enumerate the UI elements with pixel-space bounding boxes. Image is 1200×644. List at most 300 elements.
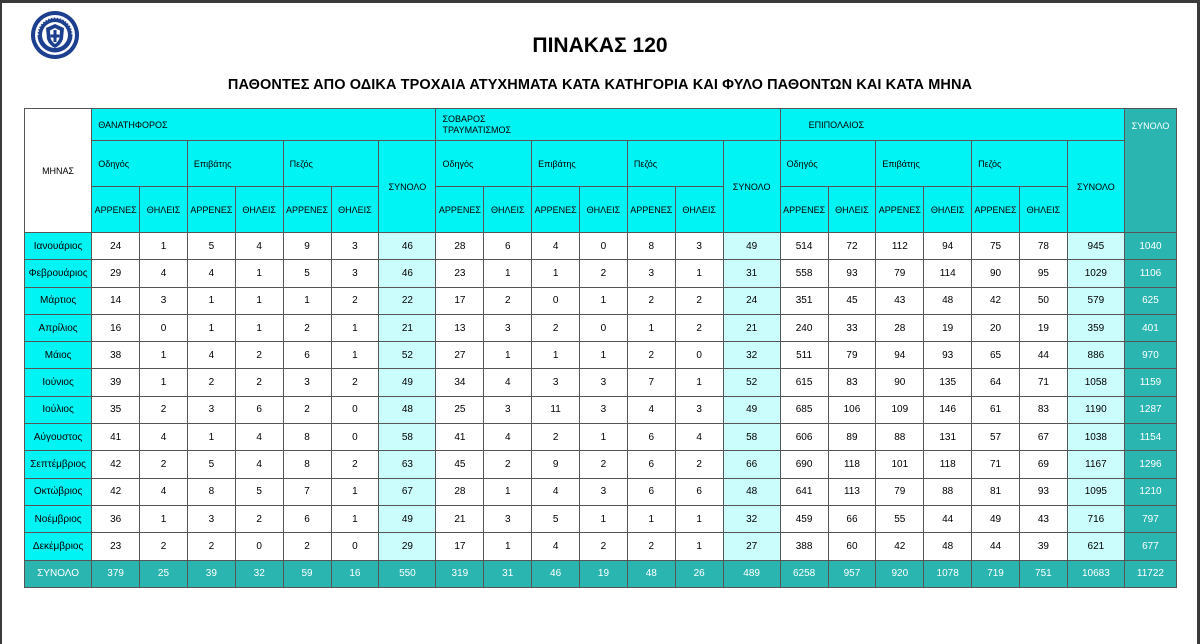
total-value-cell: 751 — [1019, 560, 1067, 587]
value-cell: 79 — [876, 478, 924, 505]
table-body — [25, 233, 1177, 588]
value-cell: 1 — [140, 233, 188, 260]
value-cell: 2 — [675, 451, 723, 478]
value-cell: 3 — [580, 478, 628, 505]
total-value-cell: 6258 — [780, 560, 828, 587]
value-cell: 55 — [876, 505, 924, 532]
value-cell: 19 — [1019, 314, 1067, 341]
value-cell: 45 — [436, 451, 484, 478]
header-female: ΘΗΛΕΙΣ — [484, 187, 532, 233]
value-cell: 9 — [532, 451, 580, 478]
row-total-cell: 401 — [1124, 314, 1176, 341]
value-cell: 75 — [972, 233, 1020, 260]
header-male: ΑΡΡΕΝΕΣ — [92, 187, 140, 233]
value-cell: 42 — [92, 451, 140, 478]
value-cell: 1 — [580, 505, 628, 532]
value-cell: 114 — [924, 260, 972, 287]
header-male: ΑΡΡΕΝΕΣ — [876, 187, 924, 233]
value-cell: 72 — [828, 233, 876, 260]
table-row — [25, 260, 1177, 287]
value-cell: 1 — [235, 287, 283, 314]
value-cell: 58 — [379, 424, 436, 451]
value-cell: 118 — [828, 451, 876, 478]
value-cell: 79 — [876, 260, 924, 287]
header-minor-passenger: Επιβάτης — [876, 141, 972, 187]
value-cell: 3 — [187, 396, 235, 423]
value-cell: 3 — [675, 233, 723, 260]
value-cell: 6 — [283, 342, 331, 369]
value-cell: 32 — [723, 342, 780, 369]
value-cell: 23 — [92, 533, 140, 560]
value-cell: 5 — [187, 451, 235, 478]
total-value-cell: 48 — [627, 560, 675, 587]
value-cell: 3 — [331, 260, 379, 287]
value-cell: 89 — [828, 424, 876, 451]
statistics-table — [24, 108, 1177, 588]
total-value-cell: 16 — [331, 560, 379, 587]
header-male: ΑΡΡΕΝΕΣ — [436, 187, 484, 233]
value-cell: 0 — [580, 233, 628, 260]
table-row — [25, 287, 1177, 314]
value-cell: 81 — [972, 478, 1020, 505]
value-cell: 44 — [972, 533, 1020, 560]
value-cell: 3 — [484, 396, 532, 423]
table-row — [25, 314, 1177, 341]
value-cell: 4 — [140, 478, 188, 505]
value-cell: 511 — [780, 342, 828, 369]
value-cell: 69 — [1019, 451, 1067, 478]
value-cell: 3 — [283, 369, 331, 396]
value-cell: 3 — [580, 396, 628, 423]
value-cell: 29 — [379, 533, 436, 560]
value-cell: 24 — [723, 287, 780, 314]
total-value-cell: 319 — [436, 560, 484, 587]
value-cell: 50 — [1019, 287, 1067, 314]
value-cell: 5 — [532, 505, 580, 532]
value-cell: 1095 — [1067, 478, 1124, 505]
value-cell: 1 — [627, 314, 675, 341]
month-cell: Νοέμβριος — [25, 505, 92, 532]
header-serious-total: ΣΥΝΟΛΟ — [723, 141, 780, 233]
month-cell: Φεβρουάριος — [25, 260, 92, 287]
value-cell: 44 — [924, 505, 972, 532]
value-cell: 1058 — [1067, 369, 1124, 396]
value-cell: 94 — [924, 233, 972, 260]
value-cell: 1 — [484, 342, 532, 369]
value-cell: 28 — [876, 314, 924, 341]
value-cell: 17 — [436, 533, 484, 560]
value-cell: 2 — [140, 451, 188, 478]
header-serious-passenger: Επιβάτης — [532, 141, 628, 187]
value-cell: 2 — [484, 451, 532, 478]
value-cell: 0 — [532, 287, 580, 314]
row-total-cell: 1154 — [1124, 424, 1176, 451]
value-cell: 4 — [532, 533, 580, 560]
value-cell: 1038 — [1067, 424, 1124, 451]
value-cell: 61 — [972, 396, 1020, 423]
value-cell: 49 — [379, 369, 436, 396]
value-cell: 71 — [1019, 369, 1067, 396]
row-total-cell: 1210 — [1124, 478, 1176, 505]
value-cell: 3 — [675, 396, 723, 423]
value-cell: 1 — [532, 342, 580, 369]
value-cell: 95 — [1019, 260, 1067, 287]
value-cell: 4 — [235, 233, 283, 260]
value-cell: 0 — [331, 424, 379, 451]
table-row — [25, 396, 1177, 423]
value-cell: 8 — [283, 424, 331, 451]
table-row — [25, 533, 1177, 560]
value-cell: 57 — [972, 424, 1020, 451]
header-minor: ΕΠΙΠΟΛΑΙΟΣ — [780, 109, 1124, 141]
header-minor-driver: Οδηγός — [780, 141, 876, 187]
header-female: ΘΗΛΕΙΣ — [675, 187, 723, 233]
value-cell: 945 — [1067, 233, 1124, 260]
value-cell: 49 — [972, 505, 1020, 532]
value-cell: 1 — [580, 424, 628, 451]
value-cell: 4 — [532, 233, 580, 260]
value-cell: 2 — [331, 451, 379, 478]
header-fatal-driver: Οδηγός — [92, 141, 188, 187]
value-cell: 2 — [532, 424, 580, 451]
value-cell: 2 — [627, 533, 675, 560]
value-cell: 90 — [972, 260, 1020, 287]
value-cell: 1 — [235, 260, 283, 287]
value-cell: 27 — [436, 342, 484, 369]
table-row — [25, 505, 1177, 532]
value-cell: 21 — [436, 505, 484, 532]
row-total-cell: 1287 — [1124, 396, 1176, 423]
value-cell: 48 — [924, 287, 972, 314]
value-cell: 49 — [723, 396, 780, 423]
value-cell: 8 — [283, 451, 331, 478]
value-cell: 36 — [92, 505, 140, 532]
value-cell: 0 — [580, 314, 628, 341]
window-left-border — [0, 0, 2, 644]
window-top-border — [0, 0, 1200, 3]
value-cell: 67 — [1019, 424, 1067, 451]
value-cell: 7 — [283, 478, 331, 505]
value-cell: 66 — [723, 451, 780, 478]
value-cell: 3 — [140, 287, 188, 314]
value-cell: 24 — [92, 233, 140, 260]
value-cell: 2 — [580, 533, 628, 560]
month-cell: Ιούλιος — [25, 396, 92, 423]
value-cell: 1 — [331, 505, 379, 532]
value-cell: 71 — [972, 451, 1020, 478]
value-cell: 5 — [235, 478, 283, 505]
total-value-cell: 59 — [283, 560, 331, 587]
value-cell: 6 — [627, 451, 675, 478]
value-cell: 46 — [379, 260, 436, 287]
value-cell: 2 — [187, 369, 235, 396]
value-cell: 9 — [283, 233, 331, 260]
value-cell: 1 — [484, 533, 532, 560]
value-cell: 8 — [187, 478, 235, 505]
value-cell: 11 — [532, 396, 580, 423]
value-cell: 45 — [828, 287, 876, 314]
month-cell: Μάρτιος — [25, 287, 92, 314]
value-cell: 118 — [924, 451, 972, 478]
header-serious-line1: ΣΟΒΑΡΟΣ — [442, 113, 486, 124]
value-cell: 109 — [876, 396, 924, 423]
total-value-cell: 10683 — [1067, 560, 1124, 587]
value-cell: 690 — [780, 451, 828, 478]
table-row — [25, 424, 1177, 451]
value-cell: 6 — [627, 424, 675, 451]
value-cell: 886 — [1067, 342, 1124, 369]
value-cell: 67 — [379, 478, 436, 505]
table-row — [25, 342, 1177, 369]
value-cell: 4 — [187, 260, 235, 287]
value-cell: 0 — [331, 396, 379, 423]
month-cell: Σεπτέμβριος — [25, 451, 92, 478]
value-cell: 0 — [331, 533, 379, 560]
value-cell: 2 — [484, 287, 532, 314]
row-total-cell: 677 — [1124, 533, 1176, 560]
value-cell: 2 — [235, 369, 283, 396]
value-cell: 685 — [780, 396, 828, 423]
value-cell: 43 — [876, 287, 924, 314]
total-value-cell: 957 — [828, 560, 876, 587]
total-value-cell: 25 — [140, 560, 188, 587]
value-cell: 60 — [828, 533, 876, 560]
value-cell: 90 — [876, 369, 924, 396]
value-cell: 23 — [436, 260, 484, 287]
value-cell: 5 — [187, 233, 235, 260]
total-value-cell: 32 — [235, 560, 283, 587]
value-cell: 2 — [580, 260, 628, 287]
value-cell: 4 — [627, 396, 675, 423]
total-value-cell: 11722 — [1124, 560, 1176, 587]
month-cell: Δεκέμβριος — [25, 533, 92, 560]
value-cell: 94 — [876, 342, 924, 369]
value-cell: 3 — [484, 314, 532, 341]
value-cell: 42 — [92, 478, 140, 505]
header-serious-line2: ΤΡΑΥΜΑΤΙΣΜΟΣ — [442, 124, 512, 135]
value-cell: 2 — [235, 505, 283, 532]
value-cell: 514 — [780, 233, 828, 260]
value-cell: 106 — [828, 396, 876, 423]
value-cell: 1 — [331, 342, 379, 369]
value-cell: 1 — [331, 478, 379, 505]
value-cell: 3 — [532, 369, 580, 396]
value-cell: 621 — [1067, 533, 1124, 560]
value-cell: 1 — [187, 287, 235, 314]
value-cell: 101 — [876, 451, 924, 478]
value-cell: 112 — [876, 233, 924, 260]
value-cell: 93 — [1019, 478, 1067, 505]
value-cell: 88 — [876, 424, 924, 451]
value-cell: 78 — [1019, 233, 1067, 260]
table-row — [25, 369, 1177, 396]
value-cell: 44 — [1019, 342, 1067, 369]
value-cell: 52 — [379, 342, 436, 369]
value-cell: 28 — [436, 478, 484, 505]
value-cell: 39 — [92, 369, 140, 396]
value-cell: 1 — [675, 505, 723, 532]
header-grand-total: ΣΥΝΟΛΟ — [1124, 109, 1176, 233]
value-cell: 2 — [331, 369, 379, 396]
value-cell: 4 — [140, 424, 188, 451]
value-cell: 615 — [780, 369, 828, 396]
total-value-cell: 46 — [532, 560, 580, 587]
value-cell: 1 — [283, 287, 331, 314]
value-cell: 2 — [283, 533, 331, 560]
header-male: ΑΡΡΕΝΕΣ — [972, 187, 1020, 233]
value-cell: 4 — [140, 260, 188, 287]
value-cell: 41 — [92, 424, 140, 451]
value-cell: 29 — [92, 260, 140, 287]
value-cell: 20 — [972, 314, 1020, 341]
header-female: ΘΗΛΕΙΣ — [924, 187, 972, 233]
value-cell: 2 — [675, 287, 723, 314]
total-value-cell: 19 — [580, 560, 628, 587]
value-cell: 1167 — [1067, 451, 1124, 478]
header-fatal-total: ΣΥΝΟΛΟ — [379, 141, 436, 233]
value-cell: 21 — [379, 314, 436, 341]
value-cell: 459 — [780, 505, 828, 532]
value-cell: 146 — [924, 396, 972, 423]
total-value-cell: 550 — [379, 560, 436, 587]
value-cell: 1 — [627, 505, 675, 532]
value-cell: 1 — [675, 369, 723, 396]
value-cell: 6 — [627, 478, 675, 505]
row-total-cell: 797 — [1124, 505, 1176, 532]
value-cell: 359 — [1067, 314, 1124, 341]
value-cell: 606 — [780, 424, 828, 451]
value-cell: 4 — [187, 342, 235, 369]
value-cell: 351 — [780, 287, 828, 314]
value-cell: 58 — [723, 424, 780, 451]
value-cell: 5 — [283, 260, 331, 287]
value-cell: 240 — [780, 314, 828, 341]
value-cell: 3 — [331, 233, 379, 260]
value-cell: 93 — [828, 260, 876, 287]
value-cell: 131 — [924, 424, 972, 451]
value-cell: 3 — [187, 505, 235, 532]
value-cell: 1 — [187, 424, 235, 451]
value-cell: 42 — [876, 533, 924, 560]
value-cell: 88 — [924, 478, 972, 505]
value-cell: 1 — [140, 505, 188, 532]
value-cell: 558 — [780, 260, 828, 287]
total-value-cell: 39 — [187, 560, 235, 587]
header-month: ΜΗΝΑΣ — [25, 109, 92, 233]
header-female: ΘΗΛΕΙΣ — [828, 187, 876, 233]
value-cell: 2 — [675, 314, 723, 341]
value-cell: 2 — [331, 287, 379, 314]
value-cell: 2 — [532, 314, 580, 341]
value-cell: 48 — [379, 396, 436, 423]
value-cell: 2 — [187, 533, 235, 560]
header-male: ΑΡΡΕΝΕΣ — [187, 187, 235, 233]
value-cell: 716 — [1067, 505, 1124, 532]
value-cell: 41 — [436, 424, 484, 451]
month-cell: Απρίλιος — [25, 314, 92, 341]
total-value-cell: 31 — [484, 560, 532, 587]
value-cell: 14 — [92, 287, 140, 314]
total-value-cell: 719 — [972, 560, 1020, 587]
header-serious-pedestrian: Πεζός — [627, 141, 723, 187]
value-cell: 2 — [580, 451, 628, 478]
value-cell: 2 — [627, 342, 675, 369]
value-cell: 1 — [235, 314, 283, 341]
value-cell: 0 — [235, 533, 283, 560]
total-value-cell: 1078 — [924, 560, 972, 587]
value-cell: 1 — [580, 342, 628, 369]
value-cell: 42 — [972, 287, 1020, 314]
value-cell: 19 — [924, 314, 972, 341]
month-cell: Ιούνιος — [25, 369, 92, 396]
row-total-cell: 1040 — [1124, 233, 1176, 260]
header-serious — [436, 109, 780, 141]
table-row — [25, 451, 1177, 478]
value-cell: 2 — [235, 342, 283, 369]
value-cell: 3 — [627, 260, 675, 287]
value-cell: 52 — [723, 369, 780, 396]
total-value-cell: 489 — [723, 560, 780, 587]
value-cell: 6 — [484, 233, 532, 260]
value-cell: 17 — [436, 287, 484, 314]
value-cell: 48 — [723, 478, 780, 505]
value-cell: 79 — [828, 342, 876, 369]
value-cell: 43 — [1019, 505, 1067, 532]
value-cell: 1 — [140, 369, 188, 396]
value-cell: 4 — [532, 478, 580, 505]
header-fatal-pedestrian: Πεζός — [283, 141, 379, 187]
row-total-cell: 625 — [1124, 287, 1176, 314]
value-cell: 1 — [484, 478, 532, 505]
value-cell: 49 — [723, 233, 780, 260]
value-cell: 1190 — [1067, 396, 1124, 423]
total-value-cell: 26 — [675, 560, 723, 587]
value-cell: 6 — [235, 396, 283, 423]
page-subtitle: ΠΑΘΟΝΤΕΣ ΑΠΟ ΟΔΙΚΑ ΤΡΟΧΑΙΑ ΑΤΥΧΗΜΑΤΑ ΚΑΤΑ ΚΑΤΗΓΟΡΙΑ ΚΑΙ ΦΥΛΟ ΠΑΘΟΝΤΩΝ ΚΑΙ ΚΑΤΑ ΜΗΝΑ — [227, 77, 973, 93]
value-cell: 1 — [580, 287, 628, 314]
value-cell: 2 — [283, 314, 331, 341]
value-cell: 63 — [379, 451, 436, 478]
value-cell: 13 — [436, 314, 484, 341]
page-title: ΠΙΝΑΚΑΣ 120 — [532, 34, 668, 57]
header-fatal: ΘΑΝΑΤΗΦΟΡΟΣ — [92, 109, 436, 141]
value-cell: 2 — [283, 396, 331, 423]
value-cell: 2 — [140, 396, 188, 423]
header-minor-total: ΣΥΝΟΛΟ — [1067, 141, 1124, 233]
value-cell: 113 — [828, 478, 876, 505]
value-cell: 46 — [379, 233, 436, 260]
value-cell: 6 — [675, 478, 723, 505]
month-cell: Μάιος — [25, 342, 92, 369]
value-cell: 579 — [1067, 287, 1124, 314]
value-cell: 4 — [675, 424, 723, 451]
value-cell: 2 — [140, 533, 188, 560]
header-female: ΘΗΛΕΙΣ — [580, 187, 628, 233]
header-female: ΘΗΛΕΙΣ — [331, 187, 379, 233]
value-cell: 1 — [532, 260, 580, 287]
value-cell: 1 — [140, 342, 188, 369]
value-cell: 6 — [283, 505, 331, 532]
totals-label: ΣΥΝΟΛΟ — [25, 560, 92, 587]
header-female: ΘΗΛΕΙΣ — [140, 187, 188, 233]
value-cell: 33 — [828, 314, 876, 341]
total-value-cell: 920 — [876, 560, 924, 587]
value-cell: 1 — [187, 314, 235, 341]
value-cell: 4 — [484, 369, 532, 396]
value-cell: 39 — [1019, 533, 1067, 560]
row-total-cell: 1296 — [1124, 451, 1176, 478]
value-cell: 66 — [828, 505, 876, 532]
